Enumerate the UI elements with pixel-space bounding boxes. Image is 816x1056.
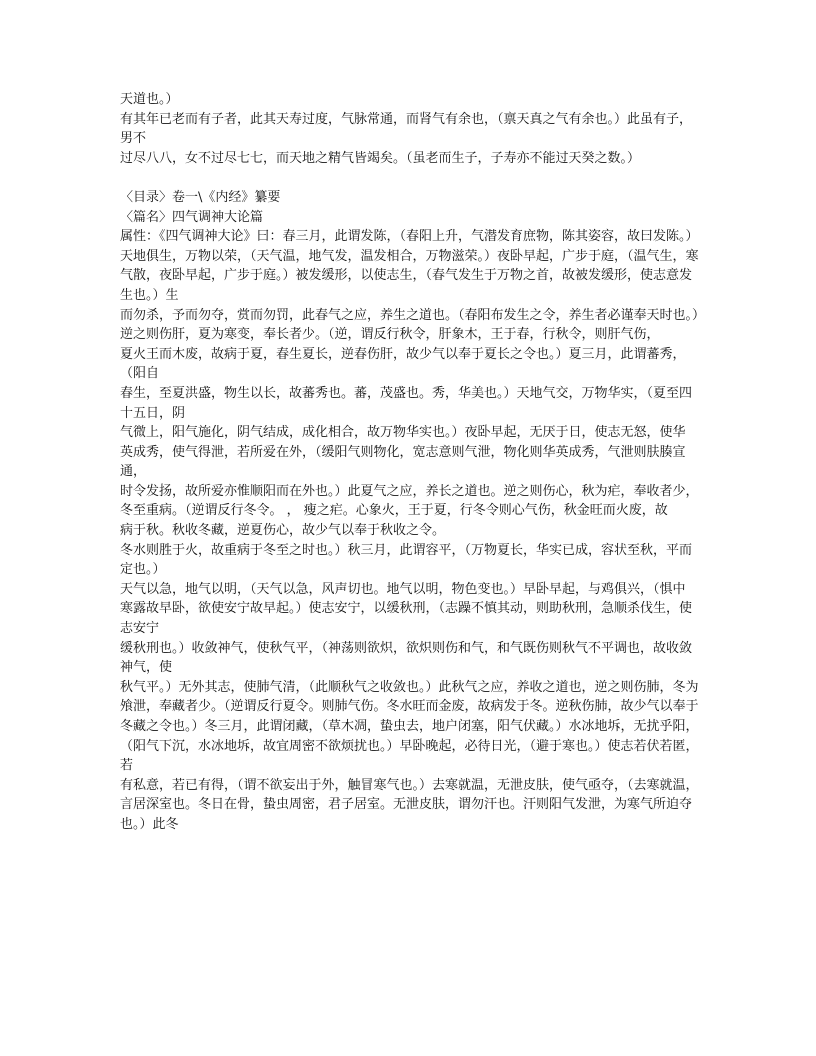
text-line: 英成秀，使气得泄，若所爱在外，（缓阳气则物化，宽志意则气泄，物化则华英成秀，气泄则肤腠宣通， <box>120 444 686 480</box>
chapter-title-line: 〈篇名〉四气调神大论篇 <box>120 209 264 225</box>
catalog-line: 〈目录〉卷一\《内经》纂要 <box>120 189 281 205</box>
text-line: 时令发扬，故所爱亦惟顺阳而在外也。）此夏气之应，养长之道也。逆之则伤心，秋为疟，奉收者少，冬至重病。（逆谓反行冬令。 ， 瘦之疟。心象火，王于夏，行冬令则心气伤，秋金旺而火废，故 <box>120 483 699 519</box>
text-line: 冬藏之令也。）冬三月，此谓闭藏，（草木凋，蛰虫去，地户闭塞，阳气伏藏。）水冰地坼，无扰乎阳， <box>120 719 699 734</box>
text-line: 而勿杀，予而勿夺，赏而勿罚，此春气之应，养生之道也。（春阳布发生之令，养生者必谨奉天时也。）逆之则伤肝，夏为寒变，奉长者少。（逆，谓反行秋令，肝象木，王于春，行秋令，则肝气伤， <box>120 307 699 343</box>
text-line: 过尽八八，女不过尽七七，而天地之精气皆竭矣。（虽老而生子，子寿亦不能过天癸之数。） <box>120 150 641 166</box>
text-line: 言居深室也。冬日在骨，蛰虫周密，君子居室。无泄皮肤，谓勿汗也。汗则阳气发泄，为寒气所迫夺也。）此冬 <box>120 797 693 832</box>
text-line: 天地俱生，万物以荣，（天气温，地气发，温发相合，万物滋荣。）夜卧早起，广步于庭，（温气生，寒 <box>120 248 699 264</box>
text-line: 缓秋刑也。）收敛神气，使秋气平，（神荡则欲炽，欲炽则伤和气，和气既伤则秋气不平调也，故收敛神气，使 <box>120 640 693 676</box>
text-line: 秋气平。）无外其志，使肺气清，（此顺秋气之收敛也。）此秋气之应，养收之道也，逆之则伤肺，冬为飧泄，奉藏者少。（逆谓反行夏令。则肺气伤。冬水旺而金废，故病发于冬。逆秋伤肺，故少气以奉于 <box>120 679 699 715</box>
text-line: 天道也。） <box>120 92 179 107</box>
text-line: （阳气下沉，水冰地坼，故宜周密不欲烦扰也。）早卧晚起，必待日光，（避于寒也。）使志若伏若匿，若 <box>120 738 699 774</box>
text-line: 冬水则胜于火，故重病于冬至之时也。）秋三月，此谓容平，（万物夏长，华实已成，容状至秋，平而定也。） <box>120 542 693 578</box>
text-line: 气散，夜卧早起，广步于庭。）被发缓形，以使志生，（春气发生于万物之首，故被发缓形，使志意发生也。）生 <box>120 268 693 303</box>
text-line: 天气以急，地气以明，（天气以急，风声切也。地气以明，物色变也。）早卧早起，与鸡俱兴，（惧中 <box>120 581 686 597</box>
text-line: 属性：《四气调神大论》曰：春三月，此谓发陈，（春阳上升，气潜发育庶物，陈其姿容，故曰发陈。） <box>120 229 699 245</box>
text-line: 寒露故早卧，欲使安宁故早起。）使志安宁，以缓秋刑，（志躁不慎其动，则助秋刑，急顺杀伐生，使志安宁 <box>120 601 693 637</box>
text-line: 有私意，若已有得，（谓不欲妄出于外，触冒寒气也。）去寒就温，无泄皮肤，使气亟夺，（去寒就温， <box>120 777 699 793</box>
text-line: 夏火王而木废，故病于夏，春生夏长，逆春伤肝，故少气以奉于夏长之令也。）夏三月，此谓蕃秀，（阳自 <box>120 346 686 382</box>
text-line: 有其年已老而有子者，此其天寿过度，气脉常通，而肾气有余也，（禀天真之气有余也。）此虽有子，男不 <box>120 111 693 147</box>
text-line: 气微上，阳气施化，阴气结成，成化相合，故万物华实也。）夜卧早起，无厌于日，使志无怒，使华 <box>120 425 686 441</box>
text-line: 春生，至夏洪盛，物生以长，故蕃秀也。蕃，茂盛也。秀，华美也。）天地气交，万物华实，（夏至四十五日，阴 <box>120 385 693 421</box>
document-page <box>120 90 700 835</box>
section-spacer <box>120 168 700 188</box>
text-line: 病于秋。秋收冬藏，逆夏伤心，故少气以奉于秋收之令。 <box>120 523 446 539</box>
